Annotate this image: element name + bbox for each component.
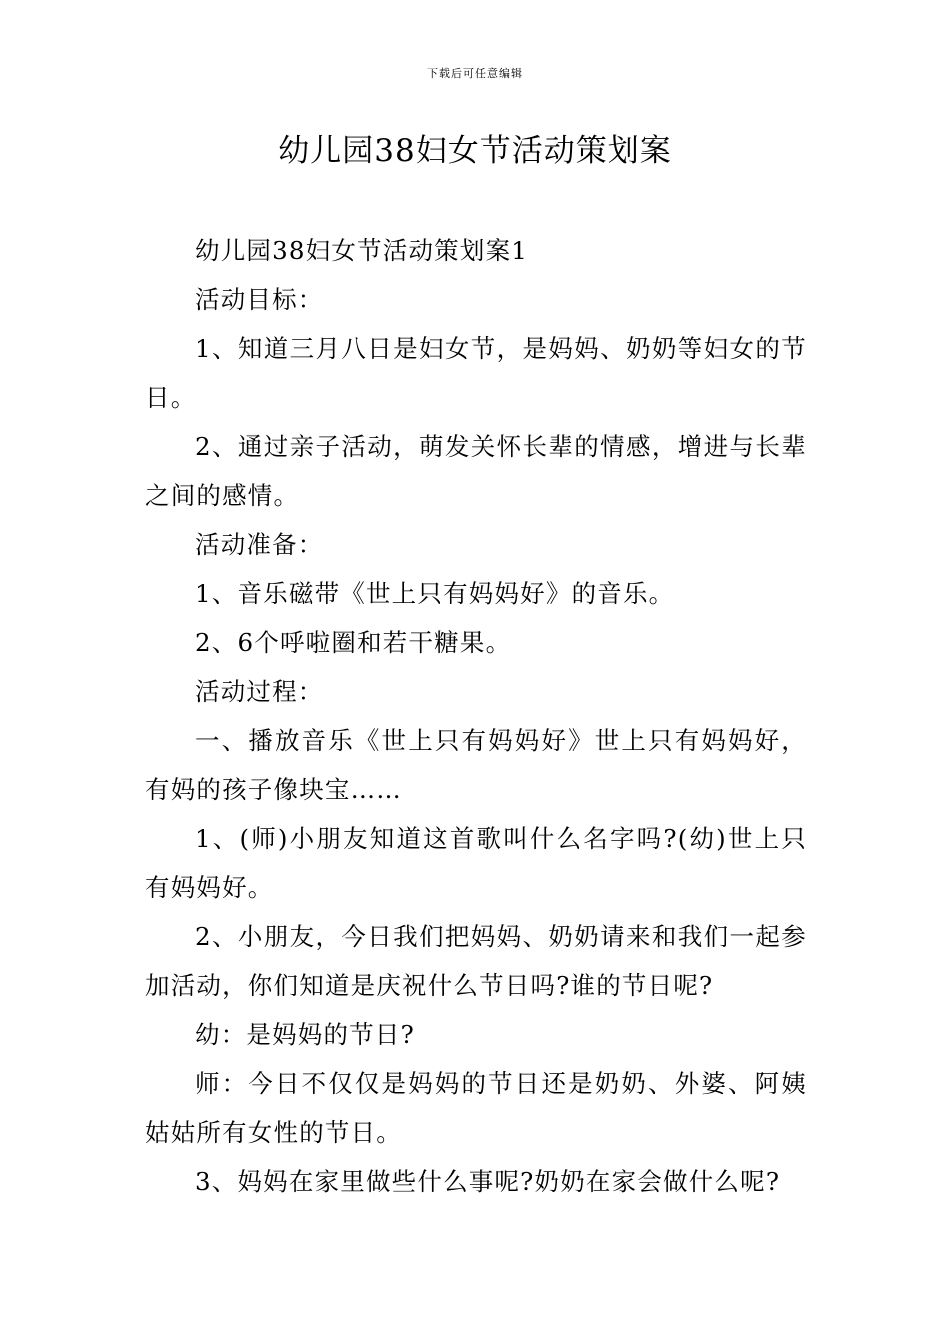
paragraph: 活动准备： [195,530,324,559]
document-title: 幼儿园38妇女节活动策划案 [278,133,672,169]
paragraph: 活动过程： [195,677,324,706]
paragraph: 师：今日不仅仅是妈妈的节日还是奶奶、外婆、阿姨姑姑所有女性的节日。 [145,1069,807,1147]
paragraph: 活动目标： [195,285,324,314]
paragraph: 幼：是妈妈的节日? [195,1020,415,1049]
paragraph: 幼儿园38妇女节活动策划案1 [195,236,529,265]
document-body [145,226,807,1206]
paragraph: 2、小朋友，今日我们把妈妈、奶奶请来和我们一起参加活动，你们知道是庆祝什么节日吗?谁的节日呢? [145,922,807,1000]
header-note: 下载后可任意编辑 [427,67,523,80]
paragraph: 3、妈妈在家里做些什么事呢?奶奶在家会做什么呢? [195,1167,781,1196]
paragraph: 2、6个呼啦圈和若干糖果。 [195,628,512,657]
paragraph: 1、音乐磁带《世上只有妈妈好》的音乐。 [195,579,675,608]
paragraph: 一、播放音乐《世上只有妈妈好》世上只有妈妈好，有妈的孩子像块宝…… [145,726,807,804]
paragraph: 1、知道三月八日是妇女节，是妈妈、奶奶等妇女的节日。 [145,334,807,412]
paragraph: 2、通过亲子活动，萌发关怀长辈的情感，增进与长辈之间的感情。 [145,432,807,510]
paragraph: 1、(师)小朋友知道这首歌叫什么名字吗?(幼)世上只有妈妈好。 [145,824,807,902]
